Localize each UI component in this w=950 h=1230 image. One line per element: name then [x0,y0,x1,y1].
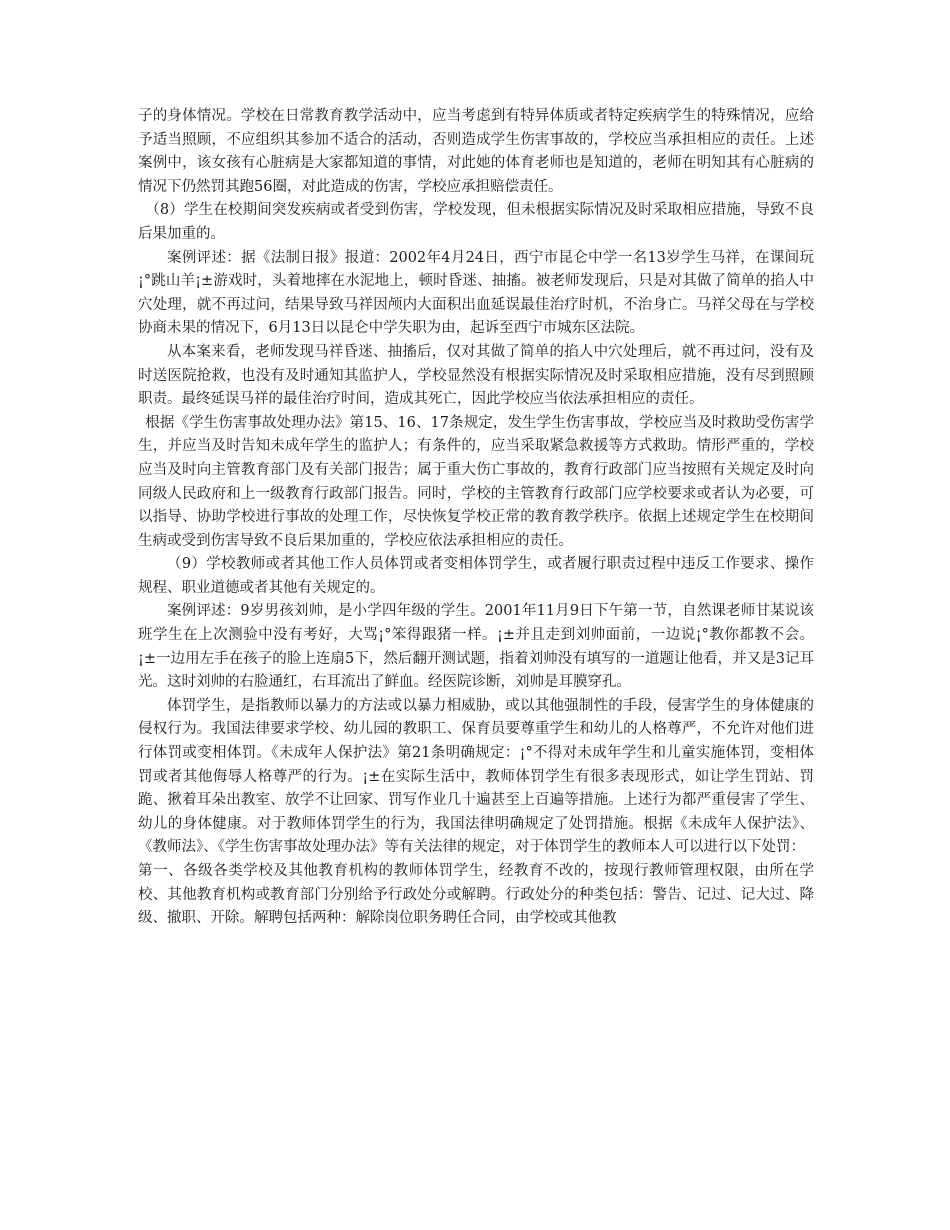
paragraph-case-review-9: 案例评述：9岁男孩刘帅，是小学四年级的学生。2001年11月9日下午第一节，自然课老师甘某说该班学生在上次测验中没有考好，大骂¡°笨得跟猪一样。¡±并且走到刘帅面前，一边说¡°教你都教不会。¡±一边用左手在孩子的脸上连扇5下，然后翻开测试题，指着刘帅没有填写的一道题让他看，并又是3记耳光。这时刘帅的右脸通红，右耳流出了鲜血。经医院诊断，刘帅是耳膜穿孔。 [138,603,814,691]
paragraph-item-9-heading: （9）学校教师或者其他工作人员体罚或者变相体罚学生，或者履行职责过程中违反工作要求、操作规程、职业道德或者其他有关规定的。 [138,556,814,596]
paragraph-penalty-first: 第一、各级各类学校及其他教育机构的教师体罚学生，经教育不改的，按现行教师管理权限，由所在学校、其他教育机构或教育部门分别给予行政处分或解聘。行政处分的种类包括：警告、记过、记大过、降级、撤职、开除。解聘包括两种：解除岗位职务聘任合同，由学校或其他教 [138,863,814,927]
paragraph-case-review-8: 案例评述：据《法制日报》报道：2002年4月24日，西宁市昆仑中学一名13岁学生马祥，在课间玩¡°跳山羊¡±游戏时，头着地摔在水泥地上，顿时昏迷、抽搐。被老师发现后，只是对其做了简单的掐人中穴处理，就不再过问，结果导致马祥因颅内大面积出血延误最佳治疗时机，不治身亡。马祥父母在与学校协商未果的情况下，6月13日以昆仑中学失职为由，起诉至西宁市城东区法院。 [138,249,814,337]
paragraph-legal-basis-8: 根据《学生伤害事故处理办法》第15、16、17条规定，发生学生伤害事故，学校应当及时救助受伤害学生，并应当及时告知未成年学生的监护人；有条件的，应当采取紧急救援等方式救助。情形严重的，学校应当及时向主管教育部门及有关部门报告；属于重大伤亡事故的，教育行政部门应当按照有关规定及时向同级人民政府和上一级教育行政部门报告。同时，学校的主管教育行政部门应学校要求或者认为必要，可以指导、协助学校进行事故的处理工作，尽快恢复学校正常的教育教学秩序。依据上述规定学生在校期间生病或受到伤害导致不良后果加重的，学校应依法承担相应的责任。 [138,414,814,549]
document-body [138,105,814,931]
paragraph-analysis-8: 从本案来看，老师发现马祥昏迷、抽搐后，仅对其做了简单的掐人中穴处理后，就不再过问，没有及时送医院抢救，也没有及时通知其监护人，学校显然没有根据实际情况及时采取相应措施，没有尽到照顾职责。最终延误马祥的最佳治疗时间，造成其死亡，因此学校应当依法承担相应的责任。 [138,343,814,408]
paragraph-continuation: 子的身体情况。学校在日常教育教学活动中，应当考虑到有特异体质或者特定疾病学生的特殊情况，应给予适当照顾，不应组织其参加不适合的活动，否则造成学生伤害事故的，学校应当承担相应的责任。上述案例中，该女孩有心脏病是大家都知道的事情，对此她的体育老师也是知道的，老师在明知其有心脏病的情况下仍然罚其跑56圈，对此造成的伤害，学校应承担赔偿责任。 [138,108,814,195]
paragraph-analysis-9: 体罚学生，是指教师以暴力的方法或以暴力相威胁，或以其他强制性的手段，侵害学生的身体健康的侵权行为。我国法律要求学校、幼儿园的教职工、保育员要尊重学生和幼儿的人格尊严，不允许对他们进行体罚或变相体罚。《未成年人保护法》第21条明确规定：¡°不得对未成年学生和儿童实施体罚，变相体罚或者其他侮辱人格尊严的行为。¡±在实际生活中，教师体罚学生有很多表现形式，如让学生罚站、罚跪、揪着耳朵出教室、放学不让回家、罚写作业几十遍甚至上百遍等措施。上述行为都严重侵害了学生、幼儿的身体健康。对于教师体罚学生的行为，我国法律明确规定了处罚措施。根据《未成年人保护法》、《教师法》、《学生伤害事故处理办法》等有关法律的规定，对于体罚学生的教师本人可以进行以下处罚： [138,697,814,856]
paragraph-item-8-heading: （8）学生在校期间突发疾病或者受到伤害，学校发现，但未根据实际情况及时采取相应措施，导致不良后果加重的。 [138,202,814,242]
